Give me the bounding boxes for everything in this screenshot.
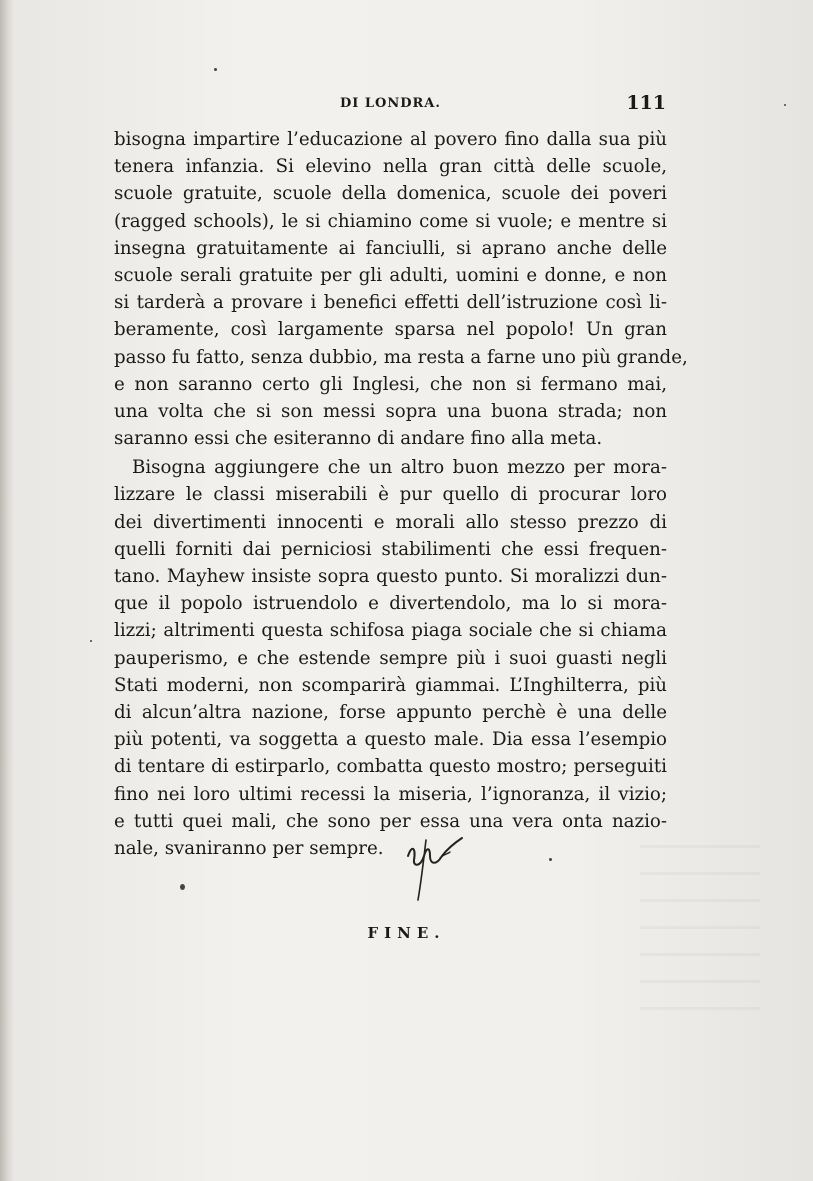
text-line: tenera infanzia. Si elevino nella gran città delle scuole, [114, 156, 667, 178]
page-number: 111 [626, 92, 666, 114]
text-line: lizzi; altrimenti questa schifosa piaga sociale che si chiama [114, 620, 667, 642]
text-line: nale, svaniranno per sempre. [114, 837, 384, 859]
text-line: e tutti quei mali, che sono per essa una vera onta nazio- [114, 810, 667, 832]
text-line: tano. Mayhew insiste sopra questo punto. Si moralizzi dun- [114, 566, 667, 587]
text-line: passo fu fatto, senza dubbio, ma resta a farne uno più grande, [114, 346, 688, 368]
text-line: dei divertimenti innocenti e morali allo stesso prezzo di [114, 511, 667, 533]
body-text [114, 126, 688, 862]
text-line: que il popolo istruendolo e divertendolo, ma lo si mora- [114, 593, 667, 615]
text-line: si tarderà a provare i benefici effetti dell’istruzione così li- [114, 292, 667, 314]
ink-speck [90, 640, 92, 642]
text-line: lizzare le classi miserabili è pur quello di procurar loro [114, 484, 667, 506]
running-head [118, 92, 666, 122]
text-line: saranno essi che esiteranno di andare fino alla meta. [114, 428, 603, 450]
text-line: bisogna impartire l’educazione al povero fino dalla sua più [114, 129, 667, 150]
ink-speck [784, 104, 786, 106]
ink-speck [214, 68, 217, 71]
text-line: più potenti, va soggetta a questo male. Dia essa l’esempio [114, 729, 667, 751]
text-line: quelli forniti dai perniciosi stabilimenti che essi frequen- [114, 538, 667, 560]
text-line: Stati moderni, non scomparirà giammai. L’Inghilterra, più [114, 674, 667, 696]
text-line: scuole gratuite, scuole della domenica, scuole dei poveri [114, 183, 667, 205]
page-gutter-shadow [0, 0, 14, 1181]
text-line: insegna gratuitamente ai fanciulli, si aprano anche delle [114, 237, 667, 259]
end-mark: FINE. [367, 924, 446, 942]
text-line: scuole serali gratuite per gli adulti, uomini e donne, e non [114, 264, 667, 286]
text-line: Bisogna aggiungere che un altro buon mezzo per mora- [132, 457, 667, 479]
text-line: e non saranno certo gli Inglesi, che non si fermano mai, [114, 373, 667, 395]
paragraph-1 [114, 126, 688, 452]
text-line: pauperismo, e che estende sempre più i suoi guasti negli [114, 647, 667, 669]
ink-speck [549, 858, 552, 861]
text-line: di tentare di estirparlo, combatta questo mostro; perseguiti [114, 756, 667, 778]
text-line: fino nei loro ultimi recessi la miseria, l’ignoranza, il vizio; [114, 783, 667, 805]
text-line: di alcun’altra nazione, forse appunto perchè è una delle [114, 701, 667, 723]
text-line: (ragged schools), le si chiamino come si vuole; e mentre si [114, 210, 667, 232]
text-line: una volta che si son messi sopra una buona strada; non [114, 400, 667, 422]
ink-speck [180, 884, 185, 890]
handwritten-mark [400, 826, 480, 906]
text-line: beramente, così largamente sparsa nel popolo! Un gran [114, 319, 667, 341]
paragraph-2 [114, 454, 667, 862]
running-title: DI LONDRA. [340, 96, 441, 111]
